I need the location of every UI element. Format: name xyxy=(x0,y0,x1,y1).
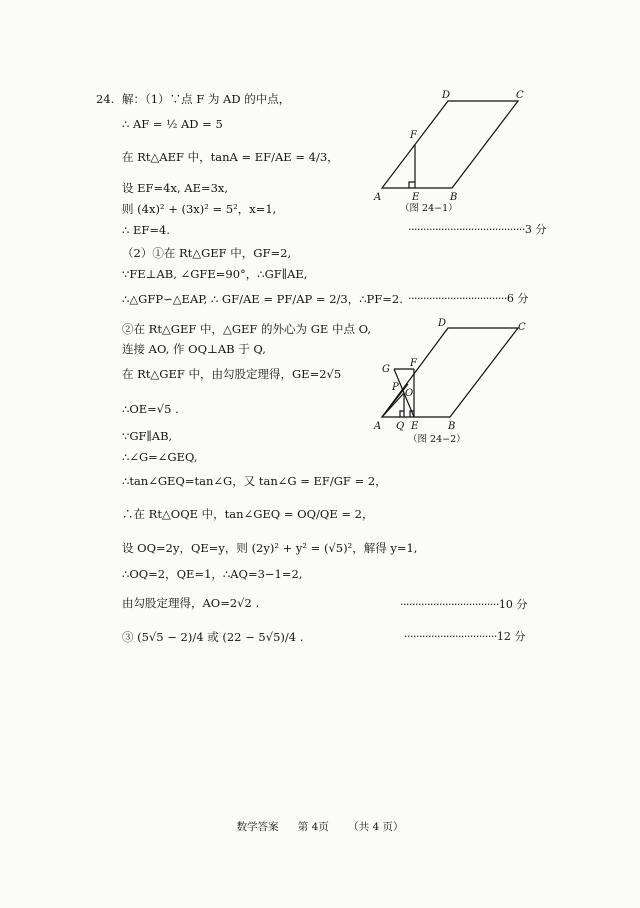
label-a: A xyxy=(374,192,382,203)
solution-line: ∴ AF = ½ AD = 5 xyxy=(122,117,223,131)
label-e: E xyxy=(412,192,420,203)
solution-line: 设 EF=4x, AE=3x, xyxy=(122,181,229,195)
solution-line: ∴∠G=∠GEQ, xyxy=(122,450,198,464)
label-c: C xyxy=(516,90,524,101)
solution-line: （2）①在 Rt△GEF 中，GF=2, xyxy=(122,246,292,260)
label-d: D xyxy=(442,90,451,101)
solution-line: 则 (4x)² + (3x)² = 5²，x=1, xyxy=(122,202,277,216)
solution-line: ∵FE⊥AB, ∠GFE=90°，∴GF∥AE, xyxy=(122,267,308,281)
solution-line: ∴OQ=2，QE=1，∴AQ=3−1=2, xyxy=(122,567,303,581)
right-angle-mark-q xyxy=(400,411,404,417)
label-f: F xyxy=(410,358,417,369)
solution-line: ∴在 Rt△OQE 中，tan∠GEQ = OQ/QE = 2， xyxy=(122,507,374,521)
label-e: E xyxy=(411,421,419,432)
solution-line: 解：（1）∵点 F 为 AD 的中点， xyxy=(122,92,291,106)
solution-line: 在 Rt△GEF 中，由勾股定理得，GE=2√5 xyxy=(122,367,342,381)
solution-line: ②在 Rt△GEF 中，△GEF 的外心为 GE 中点 O, xyxy=(122,322,372,336)
score-marker-10: ·································10 分 xyxy=(400,598,528,611)
solution-line: 连接 AO, 作 OQ⊥AB 于 Q, xyxy=(122,342,266,356)
solution-line: 设 OQ=2y，QE=y，则 (2y)² + y² = (√5)²，解得 y=1, xyxy=(122,541,418,555)
problem-number: 24. xyxy=(96,92,115,106)
solution-line: 在 Rt△AEF 中，tanA = EF/AE = 4/3， xyxy=(122,150,339,164)
figure-24-1 xyxy=(370,85,540,215)
label-b: B xyxy=(448,421,456,432)
label-f: F xyxy=(410,130,417,141)
score-marker-12: ·······························12 分 xyxy=(404,630,526,643)
footer-subject: 数学答案 xyxy=(236,821,279,833)
solution-line: 由勾股定理得，AO=2√2 . xyxy=(122,596,260,610)
label-o: O xyxy=(405,388,414,399)
solution-line: ∵GF∥AB, xyxy=(122,429,173,443)
label-p: P xyxy=(392,382,399,393)
figure-24-2 xyxy=(370,316,540,448)
solution-line: ③ (5√5 − 2)/4 或 (22 − 5√5)/4 . xyxy=(122,630,304,644)
label-d: D xyxy=(438,318,447,329)
label-b: B xyxy=(450,192,458,203)
score-marker-3: ·······································3 分 xyxy=(408,223,547,236)
parallelogram-abcd xyxy=(382,328,518,417)
solution-line: ∴△GFP∽△EAP, ∴ GF/AE = PF/AP = 2/3，∴PF=2. xyxy=(122,292,403,306)
label-a: A xyxy=(374,421,382,432)
label-c: C xyxy=(518,322,526,333)
right-angle-mark xyxy=(409,182,415,188)
label-g: G xyxy=(382,364,390,375)
figure-caption: （图 24−2） xyxy=(408,434,466,445)
page-footer xyxy=(0,819,640,834)
parallelogram-abcd xyxy=(382,101,518,188)
footer-total: （共 4 页） xyxy=(348,821,404,833)
solution-line: ∴OE=√5 . xyxy=(122,402,179,416)
solution-line: ∴tan∠GEQ=tan∠G，又 tan∠G = EF/GF = 2， xyxy=(122,474,387,488)
score-marker-6: ·································6 分 xyxy=(408,292,529,305)
label-q: Q xyxy=(396,421,405,432)
solution-line: ∴ EF=4. xyxy=(122,223,170,237)
footer-page: 第 4页 xyxy=(297,821,329,833)
figure-caption: （图 24−1） xyxy=(400,203,458,214)
